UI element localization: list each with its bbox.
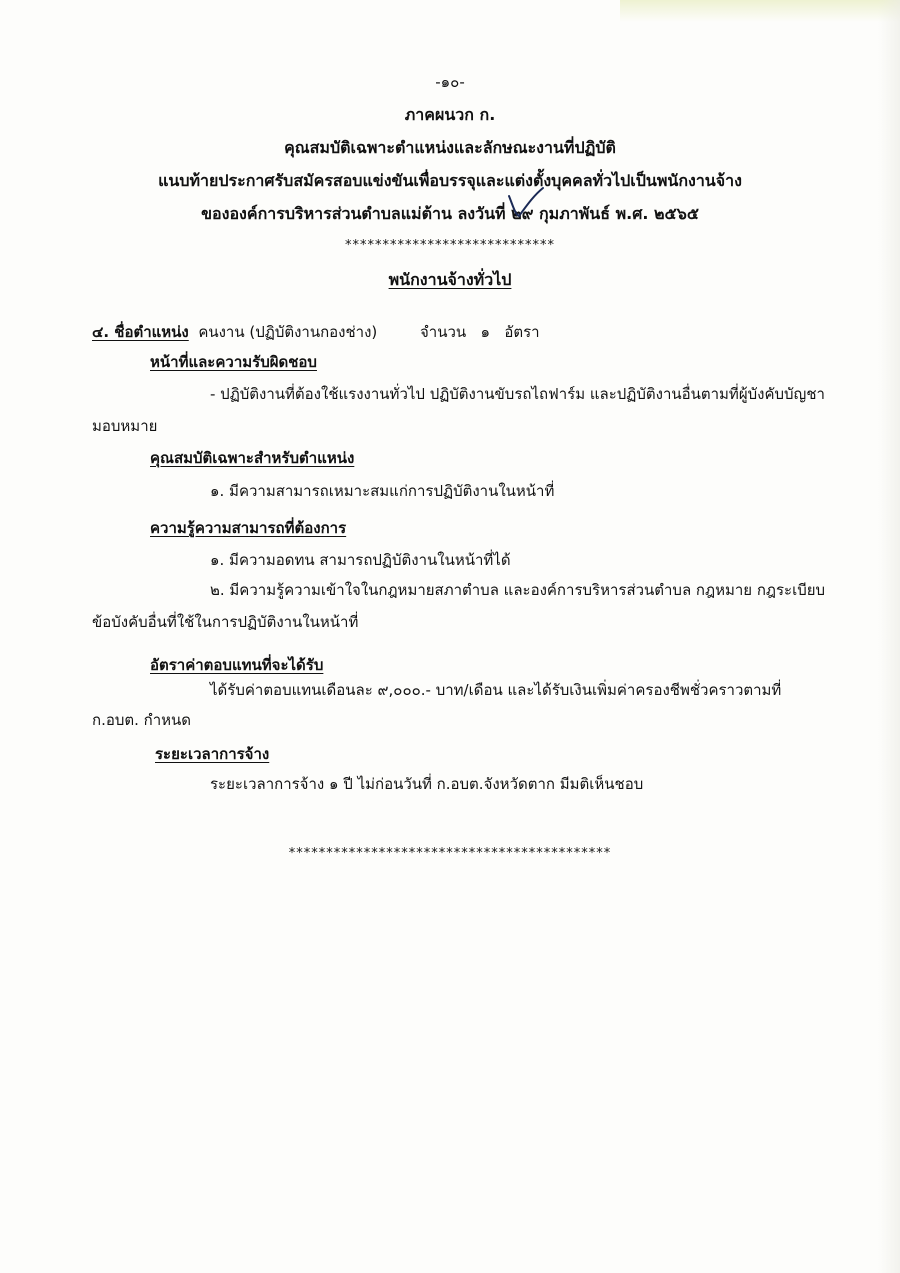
term-heading: ระยะเวลาการจ้าง [155, 745, 270, 763]
count-value: ๑ [480, 323, 490, 341]
attachment-line: แนบท้ายประกาศรับสมัครสอบแข่งขันเพื่อบรรจุและแต่งตั้งบุคคลทั่วไปเป็นพนักงานจ้าง [158, 171, 742, 190]
qualification-item-1: ๑. มีความสามารถเหมาะสมแก่การปฏิบัติงานในหน้าที่ [210, 482, 555, 500]
term-text: ระยะเวลาการจ้าง ๑ ปี ไม่ก่อนวันที่ ก.อบต.จังหวัดตาก มีมติเห็นชอบ [210, 775, 644, 793]
page-number: -๑๐- [435, 73, 465, 91]
duties-heading: หน้าที่และความรับผิดชอบ [150, 353, 317, 371]
duties-text-1: - ปฏิบัติงานที่ต้องใช้แรงงานทั่วไป ปฏิบัติงานขับรถไถฟาร์ม และปฏิบัติงานอื่นตามที่ผู้บังคับบัญชา [210, 385, 825, 403]
count-unit: อัตรา [504, 323, 540, 341]
subject-title: คุณสมบัติเฉพาะตำแหน่งและลักษณะงานที่ปฏิบัติ [284, 138, 616, 157]
compensation-text-2: ก.อบต. กำหนด [92, 711, 192, 729]
category-heading: พนักงานจ้างทั่วไป [388, 270, 512, 289]
qualifications-heading: คุณสมบัติเฉพาะสำหรับตำแหน่ง [150, 449, 355, 467]
header-separator: **************************** [345, 238, 555, 253]
position-line [92, 322, 377, 342]
position-name: คนงาน (ปฏิบัติงานกองช่าง) [198, 323, 378, 341]
duties-text-2: มอบหมาย [92, 417, 158, 435]
scan-tint [620, 0, 900, 22]
compensation-heading: อัตราค่าตอบแทนที่จะได้รับ [150, 656, 324, 674]
position-label: ๔. ชื่อตำแหน่ง [92, 323, 189, 341]
knowledge-heading: ความรู้ความสามารถที่ต้องการ [150, 519, 347, 537]
compensation-text-1: ได้รับค่าตอบแทนเดือนละ ๙,๐๐๐.- บาท/เดือน และได้รับเงินเพิ่มค่าครองชีพชั่วคราวตามที่ [210, 681, 782, 699]
knowledge-item-2-line-1: ๒. มีความรู้ความเข้าใจในกฎหมายสภาตำบล และองค์การบริหารส่วนตำบล กฎหมาย กฎระเบียบ [210, 581, 826, 599]
handwritten-day: ๒๙ [511, 204, 534, 223]
org-line-prefix: ขององค์การบริหารส่วนตำบลแม่ต้าน ลงวันที่ [201, 204, 506, 223]
position-count [420, 322, 540, 342]
knowledge-item-2-line-2: ข้อบังคับอื่นที่ใช้ในการปฏิบัติงานในหน้าที่ [92, 613, 359, 631]
org-line-suffix: กุมภาพันธ์ พ.ศ. ๒๕๖๕ [538, 204, 699, 223]
org-date-line [0, 204, 900, 224]
handwritten-mark [505, 186, 545, 222]
count-label: จำนวน [420, 323, 467, 341]
appendix-title: ภาคผนวก ก. [404, 105, 496, 124]
knowledge-item-1: ๑. มีความอดทน สามารถปฏิบัติงานในหน้าที่ได้ [210, 551, 511, 569]
footer-separator: ******************************************* [288, 846, 612, 861]
